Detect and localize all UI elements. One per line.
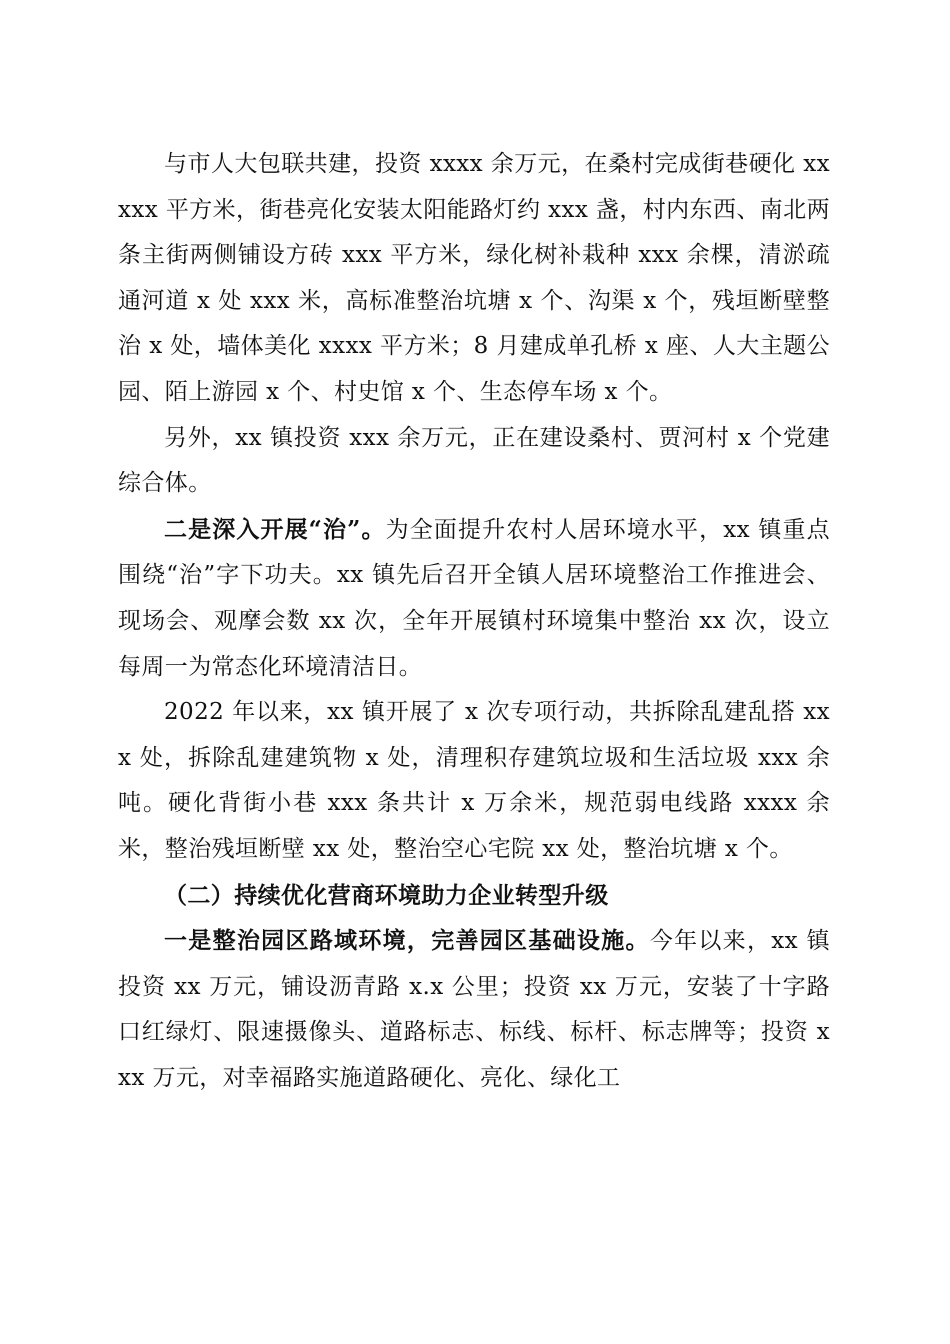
paragraph-5-lead: 一是整治园区路域环境，完善园区基础设施。 <box>164 927 650 955</box>
paragraph-5-text: 今年以来，xx 镇投资 xx 万元，铺设沥青路 x.x 公里；投资 xx 万元，安装了十字路口红绿灯、限速摄像头、道路标志、标线、标杆、标志牌等；投资 xxx 万元，对幸福路实施道路硬化、亮化、绿化工 <box>118 928 831 1091</box>
paragraph-3-lead: 二是深入开展“治”。 <box>164 515 386 543</box>
document-body <box>118 142 830 1101</box>
paragraph-3 <box>118 507 830 690</box>
section-subheading: （二）持续优化营商环境助力企业转型升级 <box>164 881 609 909</box>
paragraph-5 <box>118 918 830 1101</box>
paragraph-4-text: 2022 年以来，xx 镇开展了 x 次专项行动，共拆除乱建乱搭 xxx 处，拆除乱建建筑物 x 处，清理积存建筑垃圾和生活垃圾 xxx 余吨。硬化背街小巷 xxx 条共计 x 万余米，规范弱电线路 xxxx 余米，整治残垣断壁 xx 处，整治空心宅院 xx 处，整治坑塘 x 个。 <box>118 699 830 862</box>
paragraph-3-text: 为全面提升农村人居环境水平，xx 镇重点围绕“治”字下功夫。xx 镇先后召开全镇人居环境整治工作推进会、现场会、观摩会数 xx 次，全年开展镇村环境集中整治 xx 次，设立每周一为常态化环境清洁日。 <box>118 516 830 680</box>
paragraph-1 <box>118 142 830 416</box>
paragraph-4 <box>118 690 830 872</box>
paragraph-1-text: 与市人大包联共建，投资 xxxx 余万元，在桑村完成街巷硬化 xxxxx 平方米，街巷亮化安装太阳能路灯约 xxx 盏，村内东西、南北两条主街两侧铺设方砖 xxx 平方米，绿化树补栽种 xxx 余棵，清淤疏通河道 x 处 xxx 米，高标准整治坑塘 x 个、沟渠 x 个，残垣断壁整治 x 处，墙体美化 xxxx 平方米；8 月建成单孔桥 x 座、人大主题公园、陌上游园 x 个、村史馆 x 个、生态停车场 x 个。 <box>118 151 830 405</box>
paragraph-2-text: 另外，xx 镇投资 xxx 余万元，正在建设桑村、贾河村 x 个党建综合体。 <box>118 424 830 497</box>
paragraph-2 <box>118 416 830 507</box>
